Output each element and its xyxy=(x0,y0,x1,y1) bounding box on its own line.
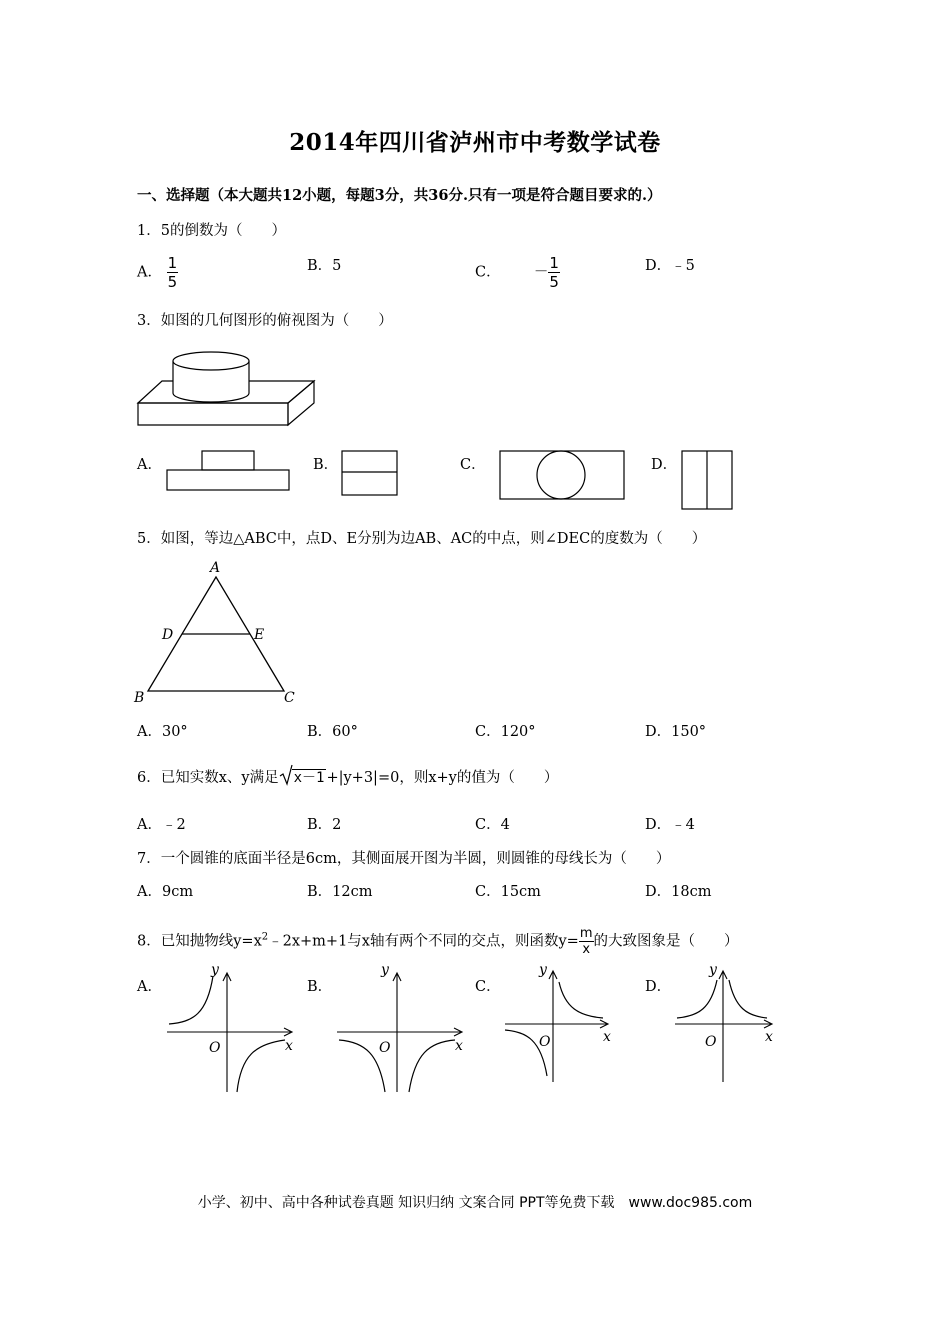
origin-label: O xyxy=(705,1034,717,1050)
q3-option-a-figure xyxy=(165,450,291,492)
q3-option-b-label: B． xyxy=(313,457,339,473)
q8-option-d-label: D． xyxy=(645,979,672,995)
q6-option-c: C．4 xyxy=(475,817,510,833)
q6-option-b: B．2 xyxy=(307,817,342,833)
q3-option-c-figure xyxy=(498,449,626,501)
vertex-label-e: E xyxy=(254,627,265,643)
question-7-stem: 7．一个圆锥的底面半径是6cm，其侧面展开图为半圆，则圆锥的母线长为（ ） xyxy=(137,851,671,867)
q1-a-fraction: $\frac{1}{5}$ xyxy=(167,254,178,291)
origin-label: O xyxy=(539,1034,551,1050)
q1-option-b: B．5 xyxy=(307,258,342,274)
q1-c-fraction: $\frac{1}{5}$ xyxy=(549,254,559,291)
q3-option-b-figure xyxy=(341,450,399,496)
question-8-stem: 8．已知抛物线$y=x^2﹣2x+m+1$与x轴有两个不同的交点，则函数y= $\frac{m}{x}$ 的大致图象是（ ） xyxy=(137,926,739,957)
vertex-label-d: D xyxy=(162,627,174,643)
q5-option-d: D．150° xyxy=(645,724,707,740)
vertex-label-b: B xyxy=(134,690,145,706)
q1-option-d: D．﹣5 xyxy=(645,258,695,274)
q5-triangle-figure xyxy=(130,557,310,709)
y-axis-label: y xyxy=(709,962,717,978)
q8-option-a-label: A． xyxy=(137,979,162,995)
y-axis-label: y xyxy=(211,962,219,978)
q1-option-c: C． － $\frac{1}{5}$ xyxy=(475,254,559,291)
q8-option-c-label: C． xyxy=(475,979,501,995)
q3-solid-figure xyxy=(130,345,300,435)
q8-option-b-label: B． xyxy=(307,979,333,995)
q3-option-d-label: D． xyxy=(651,457,678,473)
q5-option-b: B．60° xyxy=(307,724,358,740)
x-axis-label: x xyxy=(603,1029,611,1045)
y-axis-label: y xyxy=(539,962,547,978)
x-axis-label: x xyxy=(765,1029,773,1045)
origin-label: O xyxy=(379,1040,391,1056)
q5-option-c: C．120° xyxy=(475,724,536,740)
vertex-label-a: A xyxy=(210,560,221,576)
section-heading: 一、选择题（本大题共12小题，每题3分，共36分.只有一项是符合题目要求的.） xyxy=(137,187,662,204)
q3-option-d-figure xyxy=(680,449,734,511)
q3-option-c-label: C． xyxy=(460,457,486,473)
x-axis-label: x xyxy=(285,1038,293,1054)
q7-option-a: A．9cm xyxy=(137,884,194,900)
q8-graph-d xyxy=(673,962,788,1086)
page-footer: 小学、初中、高中各种试卷真题 知识归纳 文案合同 PPT等免费下载 www.doc985.com xyxy=(197,1195,753,1211)
q8-graph-c xyxy=(503,962,623,1086)
q7-option-b: B．12cm xyxy=(307,884,373,900)
q3-option-a-label: A． xyxy=(137,457,162,473)
origin-label: O xyxy=(209,1040,221,1056)
q5-option-a: A．30° xyxy=(137,724,188,740)
q8-graph-b xyxy=(335,962,470,1096)
q8-fraction: $\frac{m}{x}$ xyxy=(579,926,593,957)
question-3-stem: 3．如图的几何图形的俯视图为（ ） xyxy=(137,313,393,329)
question-1-stem: 1．5的倒数为（ ） xyxy=(137,223,286,239)
q8-graph-a xyxy=(165,962,300,1096)
y-axis-label: y xyxy=(381,962,389,978)
q1-option-a: A． $\frac{1}{5}$ xyxy=(137,254,178,291)
q7-option-d: D．18cm xyxy=(645,884,712,900)
square-root: x－1 xyxy=(279,767,327,787)
vertex-label-c: C xyxy=(284,690,295,706)
x-axis-label: x xyxy=(455,1038,463,1054)
page-title: 2014年四川省泸州市中考数学试卷 xyxy=(289,129,661,156)
q6-option-d: D．﹣4 xyxy=(645,817,695,833)
question-5-stem: 5．如图，等边△ABC中，点D、E分别为边AB、AC的中点，则∠DEC的度数为（ ） xyxy=(137,531,707,547)
q6-option-a: A．﹣2 xyxy=(137,817,186,833)
question-6-stem: 6．已知实数x、y满足 x－1 +|y+3|=0，则x+y的值为（ ） xyxy=(137,766,558,787)
q7-option-c: C．15cm xyxy=(475,884,541,900)
